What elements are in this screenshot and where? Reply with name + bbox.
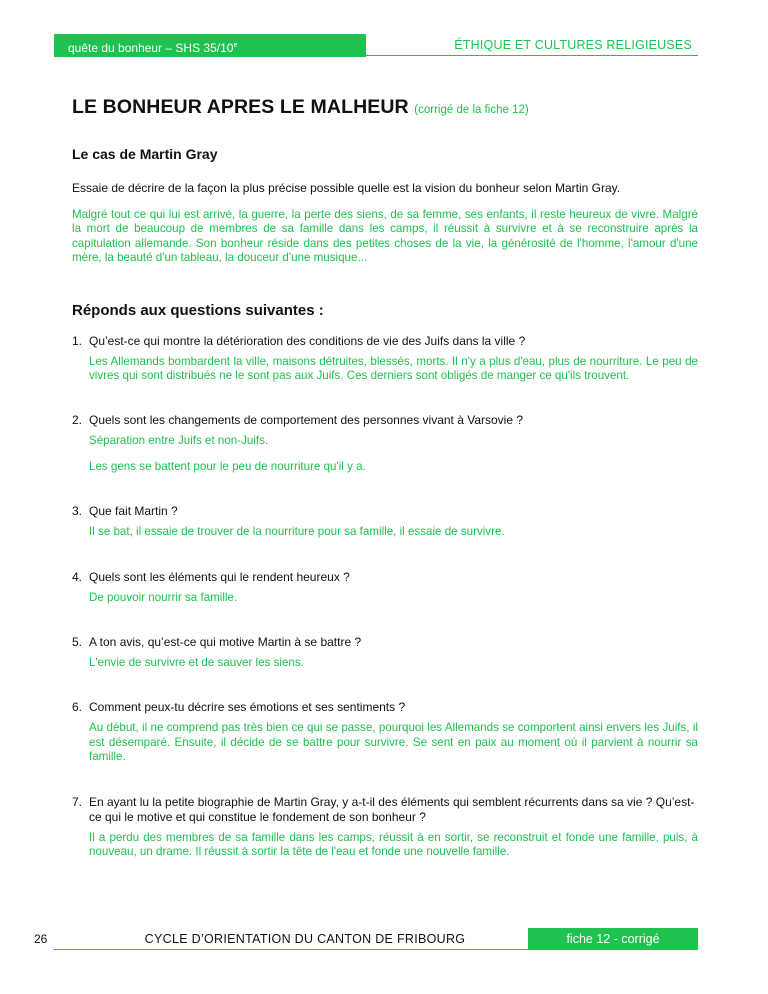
question-number: 6. — [72, 700, 83, 715]
question-number: 1. — [72, 333, 83, 348]
question-text: Que fait Martin ? — [89, 504, 178, 519]
question-text: Comment peux-tu décrire ses émotions et ses sentiments ? — [89, 700, 406, 715]
section-answer: Malgré tout ce qui lui est arrivé, la guerre, la perte des siens, de sa femme, ses enfants, il reste heureux de vivre. Malgré la mort de beaucoup de membres de sa famille dans les camps, il réussit à survivre et à se reconstruire après la capitulation allemande. Son bonheur réside dans des petites choses de la vie, la générosité de l'homme, l'amour d'une mère, la beauté d'un tableau, la douceur d'une musique... — [72, 208, 698, 265]
question-answer: L'envie de survivre et de sauver les siens. — [89, 656, 304, 670]
footer-institution: CYCLE D’ORIENTATION DU CANTON DE FRIBOURG — [144, 932, 466, 946]
question-item — [72, 635, 698, 670]
question-answer: Il se bat, il essaie de trouver de la nourriture pour sa famille, il essaie de survivre. — [89, 525, 505, 539]
header-right-title: ÉTHIQUE ET CULTURES RELIGIEUSES — [366, 34, 698, 56]
question-item — [72, 413, 698, 474]
question-text: A ton avis, qu’est-ce qui motive Martin à se battre ? — [89, 635, 362, 650]
questions-title: Réponds aux questions suivantes : — [72, 301, 324, 319]
header-left-text: quête du bonheur – SHS 35/10 — [68, 41, 234, 55]
question-text: Quels sont les éléments qui le rendent heureux ? — [89, 569, 350, 584]
question-item — [72, 570, 698, 605]
question-item — [72, 700, 698, 764]
question-number: 2. — [72, 413, 83, 428]
question-number: 5. — [72, 635, 83, 650]
question-answer: Au début, il ne comprend pas très bien ce qui se passe, pourquoi les Allemands se comportent ainsi envers les Juifs, il est désemparé. Ensuite, il décide de se battre pour survivre. Se sent en paix au moment où il parvient à nourrir sa famille. — [89, 721, 698, 764]
question-number: 7. — [72, 794, 83, 809]
header-left-sup: e — [233, 42, 238, 49]
question-number: 4. — [72, 569, 83, 584]
questions-list — [72, 334, 698, 860]
page-title-note: (corrigé de la fiche 12) — [414, 104, 529, 116]
question-number: 3. — [72, 504, 83, 519]
question-answer: Les Allemands bombardent la ville, maisons détruites, blessés, morts. Il n'y a plus d'eau, plus de nourriture. Le peu de vivres qui sont distribués ne le sont pas aux Juifs. Ces derniers sont obligés de manger ce qu'ils trouvent. — [89, 354, 698, 383]
question-answer: De pouvoir nourrir sa famille. — [89, 590, 238, 604]
page-number: 26 — [34, 932, 48, 946]
question-item — [72, 504, 698, 539]
page-content — [72, 96, 698, 890]
section-title: Le cas de Martin Gray — [72, 146, 218, 162]
footer-tab: fiche 12 - corrigé — [528, 928, 698, 950]
question-text: Qu’est-ce qui montre la détérioration des conditions de vie des Juifs dans la ville ? — [89, 333, 526, 348]
question-item — [72, 795, 698, 860]
page-title-main: LE BONHEUR APRES LE MALHEUR — [72, 96, 409, 118]
question-text: En ayant lu la petite biographie de Martin Gray, y a-t-il des éléments qui semblent récurrents dans sa vie ? Qu’est-ce qui le motive et qui constitue le fondement de son bonheur ? — [89, 794, 695, 824]
question-item — [72, 334, 698, 384]
header-left-tab — [54, 34, 366, 57]
page-title — [72, 96, 698, 119]
question-answer: Séparation entre Juifs et non-Juifs. — [89, 434, 269, 448]
question-answer: Il a perdu des membres de sa famille dans les camps, réussit à en sortir, se reconstruit et fonde une famille, puis, à nouveau, un drame. Il réussit à sortir la tête de l'eau et fonde une nouvelle famille. — [89, 830, 698, 859]
section-instruction: Essaie de décrire de la façon la plus précise possible quelle est la vision du bonheur selon Martin Gray. — [72, 181, 621, 195]
question-answer: Les gens se battent pour le peu de nourriture qu'il y a. — [89, 459, 366, 473]
question-text: Quels sont les changements de comportement des personnes vivant à Varsovie ? — [89, 413, 524, 428]
